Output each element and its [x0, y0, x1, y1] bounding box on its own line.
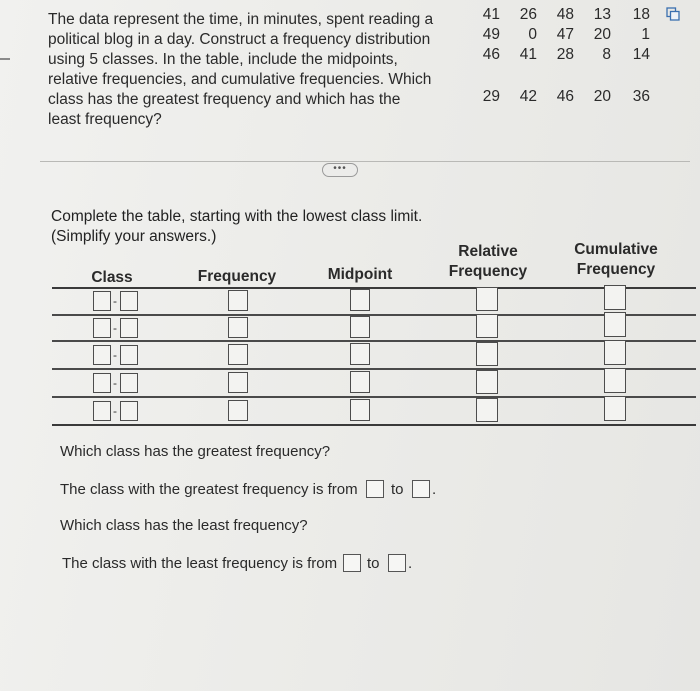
data-value: 42: [519, 88, 537, 105]
class-upper-input[interactable]: [120, 373, 138, 393]
greatest-frequency-question: Which class has the greatest frequency?: [60, 443, 331, 460]
class-dash: -: [113, 294, 117, 308]
row-divider: [52, 368, 696, 370]
frequency-input[interactable]: [228, 344, 248, 365]
row-divider: [52, 396, 696, 398]
data-value: 47: [556, 26, 574, 43]
question-line: class has the greatest frequency and which has the: [48, 91, 401, 108]
class-upper-input[interactable]: [120, 401, 138, 421]
data-value: 29: [482, 88, 500, 105]
least-to-label: to: [367, 555, 380, 572]
data-value: 0: [528, 26, 537, 43]
class-dash: -: [113, 348, 117, 362]
question-line: least frequency?: [48, 111, 162, 128]
relative-frequency-input[interactable]: [476, 370, 498, 394]
question-line: political blog in a day. Construct a frequency distribution: [48, 31, 431, 48]
copy-icon[interactable]: [666, 7, 680, 21]
least-frequency-prefix: The class with the least frequency is from: [62, 555, 338, 572]
header-line: Frequency: [576, 261, 656, 278]
table-header-rule: [52, 287, 696, 289]
data-value: 26: [519, 6, 537, 23]
instructions-line: (Simplify your answers.): [51, 228, 217, 245]
edge-mark: [0, 58, 10, 60]
class-lower-input[interactable]: [93, 345, 111, 365]
relative-frequency-input[interactable]: [476, 287, 498, 311]
data-value: 1: [641, 26, 650, 43]
section-divider: [40, 161, 690, 162]
relative-frequency-input[interactable]: [476, 398, 498, 422]
midpoint-input[interactable]: [350, 289, 370, 311]
least-to-input[interactable]: [388, 554, 406, 572]
frequency-input[interactable]: [228, 400, 248, 421]
class-dash: -: [113, 321, 117, 335]
header-relative-frequency: [444, 242, 532, 282]
greatest-frequency-prefix: The class with the greatest frequency is from: [60, 481, 358, 498]
question-line: relative frequencies, and cumulative frequencies. Which: [48, 71, 432, 88]
cumulative-frequency-input[interactable]: [604, 368, 626, 393]
data-value: 46: [482, 46, 500, 63]
greatest-period: .: [432, 481, 437, 498]
header-line: Relative: [458, 243, 518, 260]
question-text: [48, 10, 448, 130]
more-button[interactable]: •••: [322, 163, 358, 177]
class-lower-input[interactable]: [93, 373, 111, 393]
cumulative-frequency-input[interactable]: [604, 396, 626, 421]
frequency-input[interactable]: [228, 372, 248, 393]
least-frequency-question: Which class has the least frequency?: [60, 517, 308, 534]
data-value: 28: [556, 46, 574, 63]
row-divider: [52, 340, 696, 342]
header-class: Class: [91, 269, 133, 286]
cumulative-frequency-input[interactable]: [604, 312, 626, 337]
data-value: 18: [632, 6, 650, 23]
midpoint-input[interactable]: [350, 316, 370, 338]
midpoint-input[interactable]: [350, 399, 370, 421]
least-from-input[interactable]: [343, 554, 361, 572]
header-line: Frequency: [448, 263, 528, 280]
class-upper-input[interactable]: [120, 345, 138, 365]
header-midpoint: Midpoint: [327, 266, 393, 283]
data-value: 14: [632, 46, 650, 63]
instructions-line: Complete the table, starting with the lowest class limit.: [51, 208, 423, 225]
frequency-input[interactable]: [228, 317, 248, 338]
data-value: 46: [556, 88, 574, 105]
class-dash: -: [113, 376, 117, 390]
data-value: 36: [632, 88, 650, 105]
data-value: 48: [556, 6, 574, 23]
table-bottom-rule: [52, 424, 696, 426]
greatest-to-input[interactable]: [412, 480, 430, 498]
instructions: [51, 207, 431, 247]
relative-frequency-input[interactable]: [476, 342, 498, 366]
class-upper-input[interactable]: [120, 318, 138, 338]
class-dash: -: [113, 404, 117, 418]
header-cumulative-frequency: [566, 240, 666, 280]
midpoint-input[interactable]: [350, 343, 370, 365]
cumulative-frequency-input[interactable]: [604, 285, 626, 310]
row-divider: [52, 314, 696, 316]
header-frequency: Frequency: [197, 268, 277, 285]
class-upper-input[interactable]: [120, 291, 138, 311]
data-value: 13: [593, 6, 611, 23]
data-value: 20: [593, 26, 611, 43]
question-line: using 5 classes. In the table, include the midpoints,: [48, 51, 398, 68]
cumulative-frequency-input[interactable]: [604, 340, 626, 365]
data-value: 8: [602, 46, 611, 63]
data-value: 20: [593, 88, 611, 105]
least-period: .: [408, 555, 413, 572]
data-value: 41: [482, 6, 500, 23]
question-line: The data represent the time, in minutes, spent reading a: [48, 11, 434, 28]
header-line: Cumulative: [574, 241, 658, 258]
data-value: 41: [519, 46, 537, 63]
greatest-from-input[interactable]: [366, 480, 384, 498]
greatest-to-label: to: [391, 481, 404, 498]
class-lower-input[interactable]: [93, 401, 111, 421]
class-lower-input[interactable]: [93, 318, 111, 338]
class-lower-input[interactable]: [93, 291, 111, 311]
relative-frequency-input[interactable]: [476, 314, 498, 338]
data-value: 49: [482, 26, 500, 43]
frequency-input[interactable]: [228, 290, 248, 311]
midpoint-input[interactable]: [350, 371, 370, 393]
